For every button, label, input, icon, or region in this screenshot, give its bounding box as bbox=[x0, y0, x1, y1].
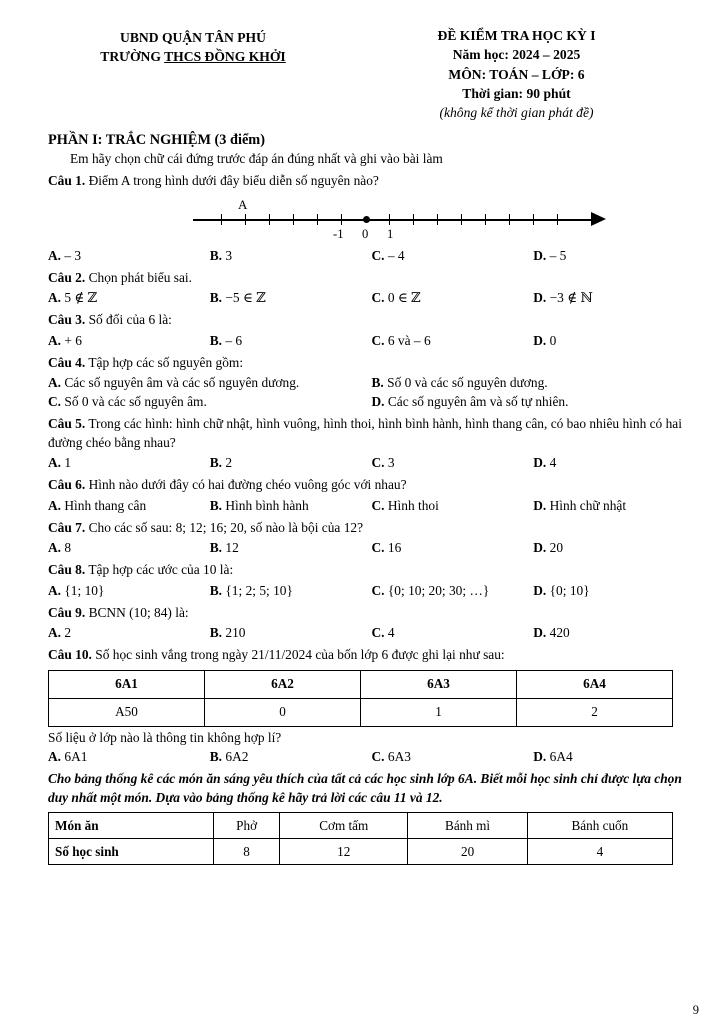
option-text: 4 bbox=[546, 455, 557, 471]
option-letter: B. bbox=[209, 247, 223, 263]
table-header-6a1: 6A1 bbox=[49, 670, 205, 698]
option-letter: B. bbox=[209, 748, 223, 764]
absent-students-table bbox=[48, 670, 673, 727]
document-header bbox=[48, 26, 695, 122]
number-line-tick bbox=[389, 214, 390, 225]
table-header-6a2: 6A2 bbox=[205, 670, 361, 698]
option-text: Hình chữ nhật bbox=[546, 497, 627, 513]
option-7-a[interactable] bbox=[48, 540, 210, 556]
question-5-options bbox=[48, 455, 695, 471]
question-9 bbox=[48, 604, 695, 623]
question-7-options bbox=[48, 540, 695, 556]
option-letter: D. bbox=[533, 455, 547, 471]
option-text: 1 bbox=[61, 455, 72, 471]
option-10-b[interactable] bbox=[210, 749, 372, 765]
option-text: 5 ∉ ℤ bbox=[61, 290, 98, 306]
question-7 bbox=[48, 519, 695, 538]
question-5-label: Câu 5. bbox=[48, 416, 86, 432]
option-7-b[interactable] bbox=[210, 540, 372, 556]
question-1-label: Câu 1. bbox=[48, 173, 86, 189]
header-subject-grade: MÔN: TOÁN – LỚP: 6 bbox=[448, 66, 585, 82]
option-letter: D. bbox=[533, 582, 547, 598]
table-cell-6a2-value: 0 bbox=[205, 698, 361, 726]
option-text: Số 0 và các số nguyên dương. bbox=[383, 375, 548, 391]
question-2 bbox=[48, 269, 695, 288]
question-9-label: Câu 9. bbox=[48, 604, 86, 620]
number-line-point-label: A bbox=[238, 196, 248, 212]
option-letter: C. bbox=[371, 247, 385, 263]
number-line-tick bbox=[341, 214, 342, 225]
option-letter: C. bbox=[371, 497, 385, 513]
number-line-tick bbox=[317, 214, 318, 225]
question-2-options bbox=[48, 290, 695, 306]
option-letter: B. bbox=[209, 540, 223, 556]
option-text: Số 0 và các số nguyên âm. bbox=[61, 394, 207, 410]
option-10-a[interactable] bbox=[48, 749, 210, 765]
option-6-b[interactable] bbox=[210, 498, 372, 514]
question-6-text: Hình nào dưới đây có hai đường chéo vuông góc với nhau? bbox=[85, 477, 407, 493]
option-text: {0; 10; 20; 30; …} bbox=[384, 582, 490, 598]
table-cell-banh-cuon-count: 4 bbox=[527, 839, 672, 865]
option-5-d[interactable] bbox=[533, 455, 695, 471]
question-3-label: Câu 3. bbox=[48, 312, 86, 328]
option-letter: B. bbox=[371, 375, 384, 391]
option-text: 4 bbox=[384, 625, 395, 641]
question-4-options-row1 bbox=[48, 375, 695, 391]
question-3-text: Số đối của 6 là: bbox=[85, 312, 172, 328]
page-number: 9 bbox=[692, 1003, 699, 1017]
option-1-c[interactable] bbox=[372, 248, 534, 264]
option-10-d[interactable] bbox=[533, 749, 695, 765]
option-letter: B. bbox=[209, 290, 223, 306]
question-3-options bbox=[48, 333, 695, 349]
option-2-c[interactable] bbox=[372, 290, 534, 306]
header-school-year: Năm học: 2024 – 2025 bbox=[452, 47, 581, 63]
option-text: Hình bình hành bbox=[222, 497, 309, 513]
option-letter: A. bbox=[48, 582, 62, 598]
table-cell-6a1-value: A50 bbox=[49, 698, 205, 726]
question-4-label: Câu 4. bbox=[48, 354, 86, 370]
option-10-c[interactable] bbox=[372, 749, 534, 765]
question-1-text: Điểm A trong hình dưới đây biểu diễn số nguyên nào? bbox=[85, 173, 379, 189]
number-line-arrow-icon bbox=[591, 212, 606, 226]
option-1-d[interactable] bbox=[533, 248, 695, 264]
table-cell-6a4-value: 2 bbox=[517, 698, 673, 726]
option-9-c[interactable] bbox=[372, 625, 534, 641]
header-exam-title: ĐỀ KIỂM TRA HỌC KỲ I bbox=[437, 28, 596, 43]
question-1 bbox=[48, 172, 695, 191]
option-4-d[interactable] bbox=[372, 394, 696, 410]
option-letter: B. bbox=[209, 625, 223, 641]
option-text: {0; 10} bbox=[546, 582, 590, 598]
option-text: + 6 bbox=[61, 332, 82, 348]
option-text: 6A4 bbox=[546, 748, 573, 764]
question-1-options bbox=[48, 248, 695, 264]
table-row-header bbox=[49, 670, 673, 698]
option-letter: D. bbox=[371, 394, 385, 410]
option-letter: A. bbox=[48, 290, 62, 306]
option-letter: A. bbox=[48, 625, 62, 641]
table-row bbox=[49, 839, 673, 865]
option-letter: D. bbox=[533, 247, 547, 263]
option-9-b[interactable] bbox=[210, 625, 372, 641]
table-header-pho: Phở bbox=[214, 813, 280, 839]
option-text: Hình thoi bbox=[384, 497, 439, 513]
option-text: Hình thang cân bbox=[61, 497, 147, 513]
option-text: – 4 bbox=[384, 247, 405, 263]
header-school-name: THCS ĐỒNG KHỞI bbox=[164, 49, 286, 65]
option-text: – 6 bbox=[222, 332, 243, 348]
question-5 bbox=[48, 415, 695, 452]
option-4-a[interactable] bbox=[48, 375, 372, 391]
table-row-header bbox=[49, 813, 673, 839]
number-line-tick bbox=[461, 214, 462, 225]
option-6-a[interactable] bbox=[48, 498, 210, 514]
option-letter: C. bbox=[48, 394, 62, 410]
question-2-text: Chọn phát biểu sai. bbox=[85, 269, 192, 285]
table-cell-banh-mi-count: 20 bbox=[408, 839, 527, 865]
option-text: 16 bbox=[384, 540, 402, 556]
number-line-tick bbox=[221, 214, 222, 225]
number-line-tick bbox=[437, 214, 438, 225]
option-letter: A. bbox=[48, 247, 62, 263]
option-9-d[interactable] bbox=[533, 625, 695, 641]
number-line-tick bbox=[509, 214, 510, 225]
option-letter: C. bbox=[371, 290, 385, 306]
option-letter: C. bbox=[371, 540, 385, 556]
option-letter: D. bbox=[533, 748, 547, 764]
question-8 bbox=[48, 561, 695, 580]
option-3-c[interactable] bbox=[372, 333, 534, 349]
part-1-title: PHẦN I: TRẮC NGHIỆM (3 điểm) bbox=[48, 132, 265, 149]
option-letter: C. bbox=[371, 582, 385, 598]
option-letter: D. bbox=[533, 540, 547, 556]
option-3-b[interactable] bbox=[210, 333, 372, 349]
question-8-label: Câu 8. bbox=[48, 562, 86, 578]
option-text: −5 ∈ ℤ bbox=[222, 290, 267, 306]
question-6-options bbox=[48, 498, 695, 514]
question-4-text: Tập hợp các số nguyên gồm: bbox=[85, 354, 244, 370]
option-text: {1; 2; 5; 10} bbox=[222, 582, 293, 598]
option-text: 6A1 bbox=[61, 748, 88, 764]
question-10-subtext: Số liệu ở lớp nào là thông tin không hợp lí? bbox=[48, 729, 282, 745]
option-text: 8 bbox=[61, 540, 72, 556]
question-4 bbox=[48, 354, 695, 373]
option-9-a[interactable] bbox=[48, 625, 210, 641]
option-2-d[interactable] bbox=[533, 290, 695, 306]
table-header-6a4: 6A4 bbox=[517, 670, 673, 698]
option-letter: C. bbox=[371, 332, 385, 348]
table-cell-6a3-value: 1 bbox=[361, 698, 517, 726]
question-7-label: Câu 7. bbox=[48, 519, 86, 535]
option-letter: B. bbox=[209, 455, 223, 471]
header-duration-note: (không kể thời gian phát đề) bbox=[439, 105, 594, 121]
option-4-c[interactable] bbox=[48, 394, 372, 410]
option-letter: A. bbox=[48, 748, 62, 764]
option-8-d[interactable] bbox=[533, 583, 695, 599]
question-10 bbox=[48, 646, 695, 665]
option-letter: C. bbox=[371, 455, 385, 471]
option-letter: A. bbox=[48, 540, 62, 556]
option-4-b[interactable] bbox=[372, 375, 696, 391]
question-10-label: Câu 10. bbox=[48, 647, 92, 663]
option-letter: B. bbox=[209, 497, 223, 513]
question-7-text: Cho các số sau: 8; 12; 16; 20, số nào là bội của 12? bbox=[85, 519, 364, 535]
option-letter: B. bbox=[209, 332, 223, 348]
header-duration: Thời gian: 90 phút bbox=[462, 85, 571, 101]
option-text: 2 bbox=[222, 455, 233, 471]
header-school bbox=[48, 47, 338, 66]
option-text: – 3 bbox=[61, 247, 82, 263]
option-letter: C. bbox=[371, 625, 385, 641]
number-line-figure bbox=[48, 193, 695, 245]
option-6-c[interactable] bbox=[372, 498, 534, 514]
option-1-a[interactable] bbox=[48, 248, 210, 264]
question-6 bbox=[48, 476, 695, 495]
question-5-text: Trong các hình: hình chữ nhật, hình vuông, hình thoi, hình bình hành, hình thang cân, có bao nhiêu hình có hai đường chéo bằng nhau? bbox=[48, 416, 682, 450]
option-text: 6A2 bbox=[222, 748, 249, 764]
number-line-label-one: 1 bbox=[387, 226, 394, 241]
number-line-origin-dot bbox=[363, 216, 370, 223]
question-8-text: Tập hợp các ước của 10 là: bbox=[85, 562, 234, 578]
question-10-options bbox=[48, 749, 695, 765]
statistics-note: Cho bảng thống kê các món ăn sáng yêu thích của tất cả các học sinh lớp 6A. Biết mỗi học sinh chỉ được lựa chọn duy nhất một món. Dựa vào bảng thống kê hãy trả lời các câu 11 và 12. bbox=[48, 770, 682, 806]
option-letter: D. bbox=[533, 625, 547, 641]
number-line-tick bbox=[293, 214, 294, 225]
option-letter: A. bbox=[48, 375, 62, 391]
option-text: – 5 bbox=[546, 247, 567, 263]
option-text: 12 bbox=[222, 540, 239, 556]
table-row bbox=[49, 698, 673, 726]
food-statistics-table bbox=[48, 812, 673, 865]
option-text: 6 và – 6 bbox=[384, 332, 431, 348]
table-cell-com-tam-count: 12 bbox=[280, 839, 408, 865]
question-6-label: Câu 6. bbox=[48, 477, 86, 493]
number-line-tick bbox=[485, 214, 486, 225]
header-school-block bbox=[48, 26, 338, 67]
option-7-c[interactable] bbox=[372, 540, 534, 556]
option-8-c[interactable] bbox=[372, 583, 534, 599]
option-3-a[interactable] bbox=[48, 333, 210, 349]
option-5-a[interactable] bbox=[48, 455, 210, 471]
header-school-prefix: TRƯỜNG bbox=[100, 49, 165, 65]
question-9-options bbox=[48, 625, 695, 641]
header-authority: UBND QUẬN TÂN PHÚ bbox=[120, 30, 266, 45]
table-header-banh-cuon: Bánh cuốn bbox=[527, 813, 672, 839]
question-9-text: BCNN (10; 84) là: bbox=[85, 604, 189, 620]
question-2-label: Câu 2. bbox=[48, 269, 86, 285]
question-3 bbox=[48, 311, 695, 330]
option-6-d[interactable] bbox=[533, 498, 695, 514]
number-line-tick bbox=[557, 214, 558, 225]
number-line-label-zero: 0 bbox=[362, 226, 369, 241]
option-5-b[interactable] bbox=[210, 455, 372, 471]
question-4-options-row2 bbox=[48, 394, 695, 410]
number-line-tick bbox=[245, 214, 246, 225]
option-3-d[interactable] bbox=[533, 333, 695, 349]
option-text: {1; 10} bbox=[61, 582, 105, 598]
option-letter: D. bbox=[533, 290, 547, 306]
option-letter: A. bbox=[48, 332, 62, 348]
number-line-tick bbox=[269, 214, 270, 225]
table-header-6a3: 6A3 bbox=[361, 670, 517, 698]
option-text: 210 bbox=[222, 625, 246, 641]
option-1-b[interactable] bbox=[210, 248, 372, 264]
option-letter: D. bbox=[533, 332, 547, 348]
table-header-student-count: Số học sinh bbox=[49, 839, 214, 865]
option-text: 3 bbox=[222, 247, 233, 263]
table-header-dish: Món ăn bbox=[49, 813, 214, 839]
number-line-label-minus1: -1 bbox=[333, 226, 344, 241]
option-8-b[interactable] bbox=[210, 583, 372, 599]
option-text: Các số nguyên âm và các số nguyên dương. bbox=[61, 375, 300, 391]
option-text: −3 ∉ ℕ bbox=[546, 290, 593, 306]
part-1-instruction: Em hãy chọn chữ cái đứng trước đáp án đúng nhất và ghi vào bài làm bbox=[70, 151, 443, 167]
question-10-text: Số học sinh vắng trong ngày 21/11/2024 của bốn lớp 6 được ghi lại như sau: bbox=[91, 647, 505, 663]
option-letter: D. bbox=[533, 497, 547, 513]
option-text: 420 bbox=[546, 625, 570, 641]
option-5-c[interactable] bbox=[372, 455, 534, 471]
table-header-banh-mi: Bánh mì bbox=[408, 813, 527, 839]
table-header-com-tam: Cơm tấm bbox=[280, 813, 408, 839]
option-2-b[interactable] bbox=[210, 290, 372, 306]
question-8-options bbox=[48, 583, 695, 599]
option-text: 0 bbox=[546, 332, 557, 348]
header-exam-block bbox=[338, 26, 695, 122]
option-text: 20 bbox=[546, 540, 564, 556]
option-letter: A. bbox=[48, 455, 62, 471]
option-text: Các số nguyên âm và số tự nhiên. bbox=[384, 394, 569, 410]
number-line-tick bbox=[533, 214, 534, 225]
table-cell-pho-count: 8 bbox=[214, 839, 280, 865]
option-7-d[interactable] bbox=[533, 540, 695, 556]
option-letter: A. bbox=[48, 497, 62, 513]
option-text: 2 bbox=[61, 625, 72, 641]
option-text: 6A3 bbox=[384, 748, 411, 764]
option-text: 3 bbox=[384, 455, 395, 471]
option-2-a[interactable] bbox=[48, 290, 210, 306]
option-letter: B. bbox=[209, 582, 223, 598]
number-line-tick bbox=[413, 214, 414, 225]
option-letter: C. bbox=[371, 748, 385, 764]
option-text: 0 ∈ ℤ bbox=[384, 290, 421, 306]
option-8-a[interactable] bbox=[48, 583, 210, 599]
